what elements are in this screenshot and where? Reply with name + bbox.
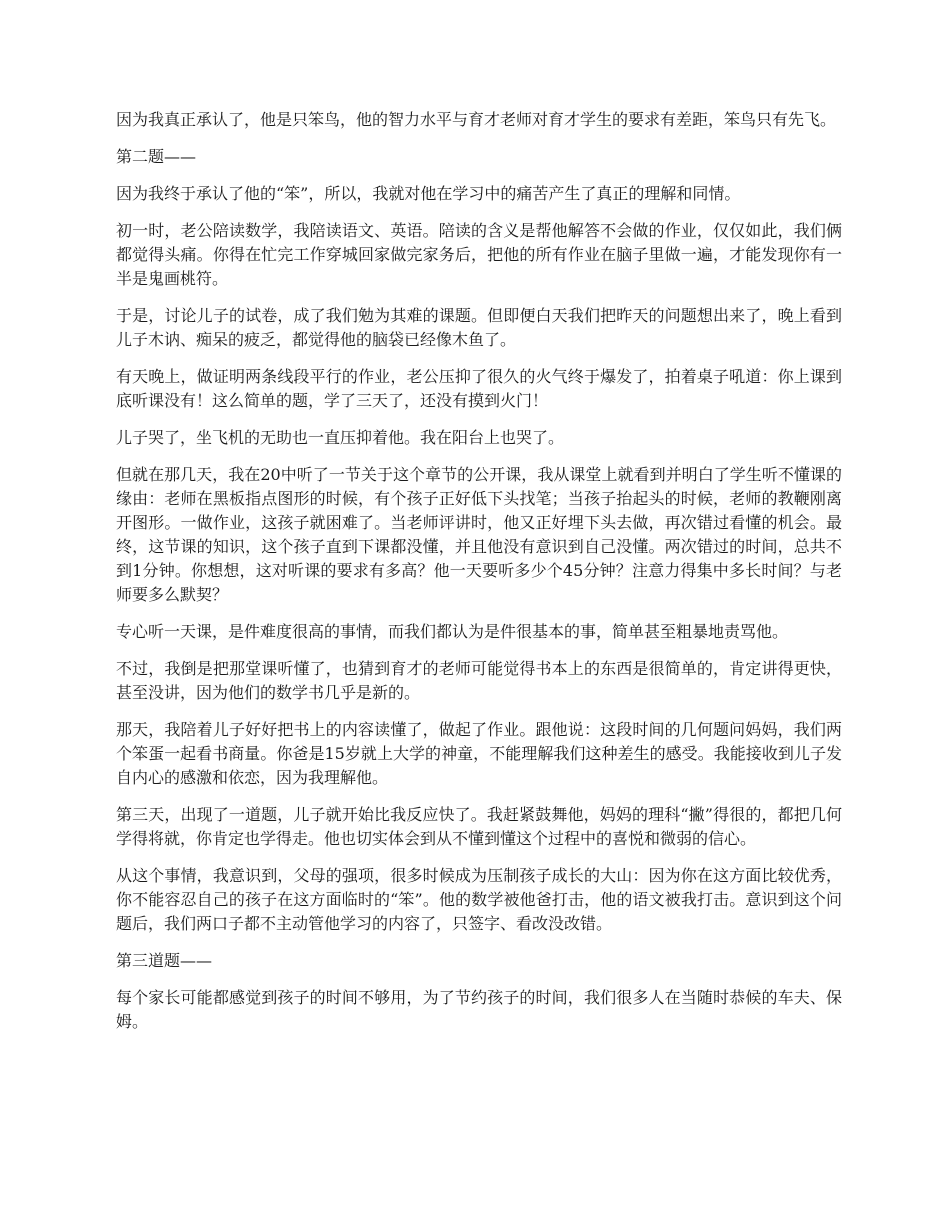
paragraph: 儿子哭了，坐飞机的无助也一直压抑着他。我在阳台上也哭了。 [116,428,565,447]
paragraph: 那天，我陪着儿子好好把书上的内容读懂了，做起了作业。跟他说：这段时间的几何题问妈妈，我们两个笨蛋一起看书商量。你爸是15岁就上大学的神童，不能理解我们这种差生的感受。我能接收到儿子发自内心的感激和依恋，因为我理解他。 [116,720,842,787]
paragraph: 但就在那几天，我在20中听了一节关于这个章节的公开课，我从课堂上就看到并明白了学生听不懂课的缘由：老师在黑板指点图形的时候，有个孩子正好低下头找笔；当孩子抬起头的时候，老师的教鞭刚离开图形。一做作业，这孩子就困难了。当老师评讲时，他又正好埋下头去做，再次错过看懂的机会。最终，这节课的知识，这个孩子直到下课都没懂，并且他没有意识到自己没懂。两次错过的时间，总共不到1分钟。你想想，这对听课的要求有多高？他一天要听多少个45分钟？注意力得集中多长时间？与老师要多么默契？ [116,465,842,604]
paragraph: 于是，讨论儿子的试卷，成了我们勉为其难的课题。但即便白天我们把昨天的问题想出来了，晚上看到儿子木讷、痴呆的疲乏，都觉得他的脑袋已经像木鱼了。 [116,306,842,349]
paragraph: 因为我真正承认了，他是只笨鸟，他的智力水平与育才老师对育才学生的要求有差距，笨鸟只有先飞。 [116,110,837,129]
paragraph: 从这个事情，我意识到，父母的强项，很多时候成为压制孩子成长的大山：因为你在这方面比较优秀，你不能容忍自己的孩子在这方面临时的“笨”。他的数学被他爸打击，他的语文被我打击。意识到这个问题后，我们两口子都不主动管他学习的内容了，只签字、看改没改错。 [116,866,842,933]
paragraph: 专心听一天课，是件难度很高的事情，而我们都认为是件很基本的事，简单甚至粗暴地责骂他。 [116,622,789,641]
section-heading: 第三道题—— [116,951,213,970]
paragraph: 有天晚上，做证明两条线段平行的作业，老公压抑了很久的火气终于爆发了，拍着桌子吼道：你上课到底听课没有！这么简单的题，学了三天了，还没有摸到火门！ [116,367,842,410]
paragraph: 不过，我倒是把那堂课听懂了，也猜到育才的老师可能觉得书本上的东西是很简单的，肯定讲得更快，甚至没讲，因为他们的数学书几乎是新的。 [116,659,842,702]
document-page [116,108,842,1047]
paragraph: 初一时，老公陪读数学，我陪读语文、英语。陪读的含义是帮他解答不会做的作业，仅仅如此，我们俩都觉得头痛。你得在忙完工作穿城回家做完家务后，把他的所有作业在脑子里做一遍，才能发现你有一半是鬼画桃符。 [116,221,842,288]
paragraph: 每个家长可能都感觉到孩子的时间不够用，为了节约孩子的时间，我们很多人在当随时恭候的车夫、保姆。 [116,988,842,1031]
paragraph: 因为我终于承认了他的“笨”，所以，我就对他在学习中的痛苦产生了真正的理解和同情。 [116,184,741,203]
section-heading: 第二题—— [116,147,197,166]
paragraph: 第三天，出现了一道题，儿子就开始比我反应快了。我赶紧鼓舞他，妈妈的理科“撇”得很的，都把几何学得将就，你肯定也学得走。他也切实体会到从不懂到懂这个过程中的喜悦和微弱的信心。 [116,805,842,848]
